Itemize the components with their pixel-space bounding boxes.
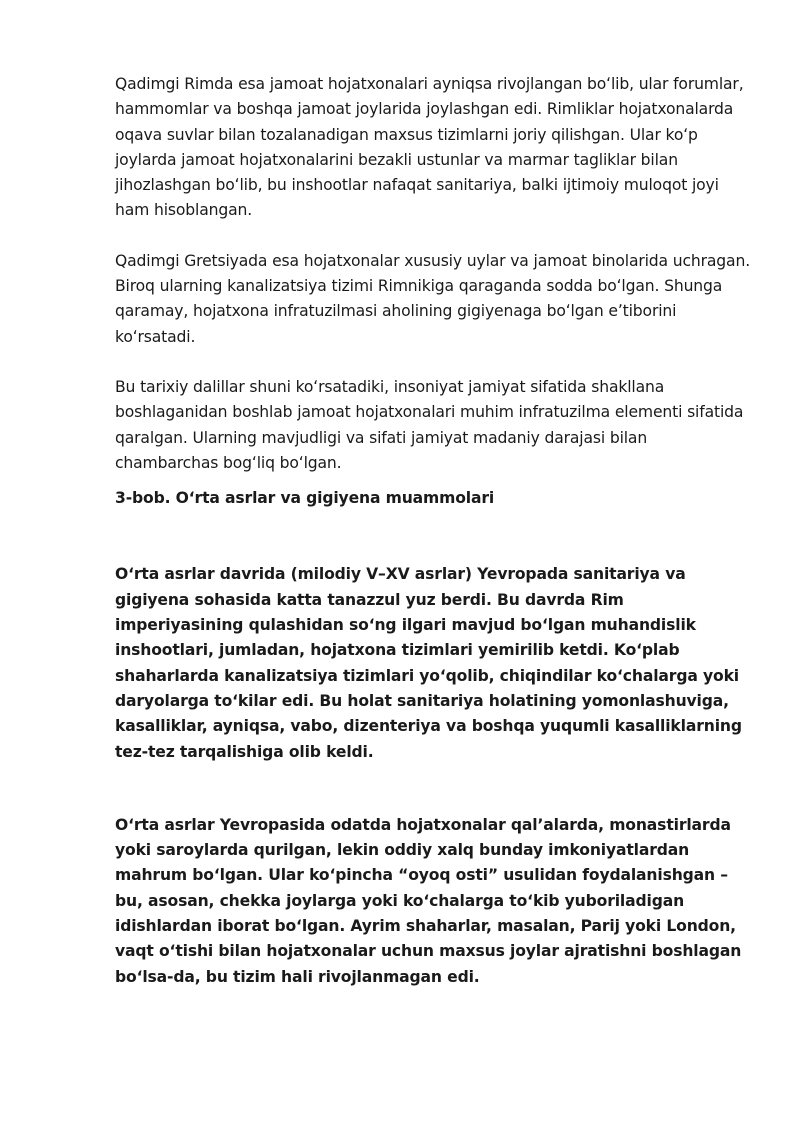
paragraph-medieval-toilets: Oʻrta asrlar Yevropasida odatda hojatxonalar qalʼalarda, monastirlarda yoki saroylarda qurilgan, lekin oddiy xalq bunday imkoniyatlardan mahrum boʻlgan. Ular koʻpincha “oyoq osti” usulidan foydalanishgan – bu, asosan, chekka joylarga yoki koʻchalarga toʻkib yuboriladigan idishlardan iborat boʻlgan. Ayrim shaharlar, masalan, Parij yoki London, vaqt oʻtishi bilan hojatxonalar uchun maxsus joylar ajratishni boshlagan boʻlsa-da, bu tizim hali rivojlanmagan edi. [115, 815, 742, 986]
paragraph-middle-ages-decline: Oʻrta asrlar davrida (milodiy V–XV asrlar) Yevropada sanitariya va gigiyena sohasida katta tanazzul yuz berdi. Bu davrda Rim imperiyasining qulashidan soʻng ilgari mavjud boʻlgan muhandislik inshootlari, jumladan, hojatxona tizimlari yemirilib ketdi. Koʻplab shaharlarda kanalizatsiya tizimlari yoʻqolib, chiqindilar koʻchalarga yoki daryolarga toʻkilar edi. Bu holat sanitariya holatining yomonlashuviga, kasalliklar, ayniqsa, vabo, dizenteriya va boshqa yuqumli kasalliklarning tez-tez tarqalishiga olib keldi. [115, 565, 742, 761]
document-page [115, 72, 755, 990]
paragraph-historical-evidence: Bu tarixiy dalillar shuni koʻrsatadiki, insoniyat jamiyat sifatida shakllana boshlaganidan boshlab jamoat hojatxonalari muhim infratuzilma elementi sifatida qaralgan. Ularning mavjudligi va sifati jamiyat madaniy darajasi bilan chambarchas bogʻliq boʻlgan. [115, 377, 744, 472]
chapter-heading: 3-bob. Oʻrta asrlar va gigiyena muammolari [115, 489, 495, 508]
paragraph-ancient-greece: Qadimgi Gretsiyada esa hojatxonalar xususiy uylar va jamoat binolarida uchragan. Biroq ularning kanalizatsiya tizimi Rimnikiga qaraganda sodda boʻlgan. Shunga qaramay, hojatxona infratuzilmasi aholining gigiyenaga boʻlgan eʼtiborini koʻrsatadi. [115, 251, 751, 346]
paragraph-ancient-rome: Qadimgi Rimda esa jamoat hojatxonalari ayniqsa rivojlangan boʻlib, ular forumlar, hammomlar va boshqa jamoat joylarida joylashgan edi. Rimliklar hojatxonalarda oqava suvlar bilan tozalanadigan maxsus tizimlarni joriy qilishgan. Ular koʻp joylarda jamoat hojatxonalarini bezakli ustunlar va marmar tagliklar bilan jihozlashgan boʻlib, bu inshootlar nafaqat sanitariya, balki ijtimoiy muloqot joyi ham hisoblangan. [115, 75, 744, 220]
